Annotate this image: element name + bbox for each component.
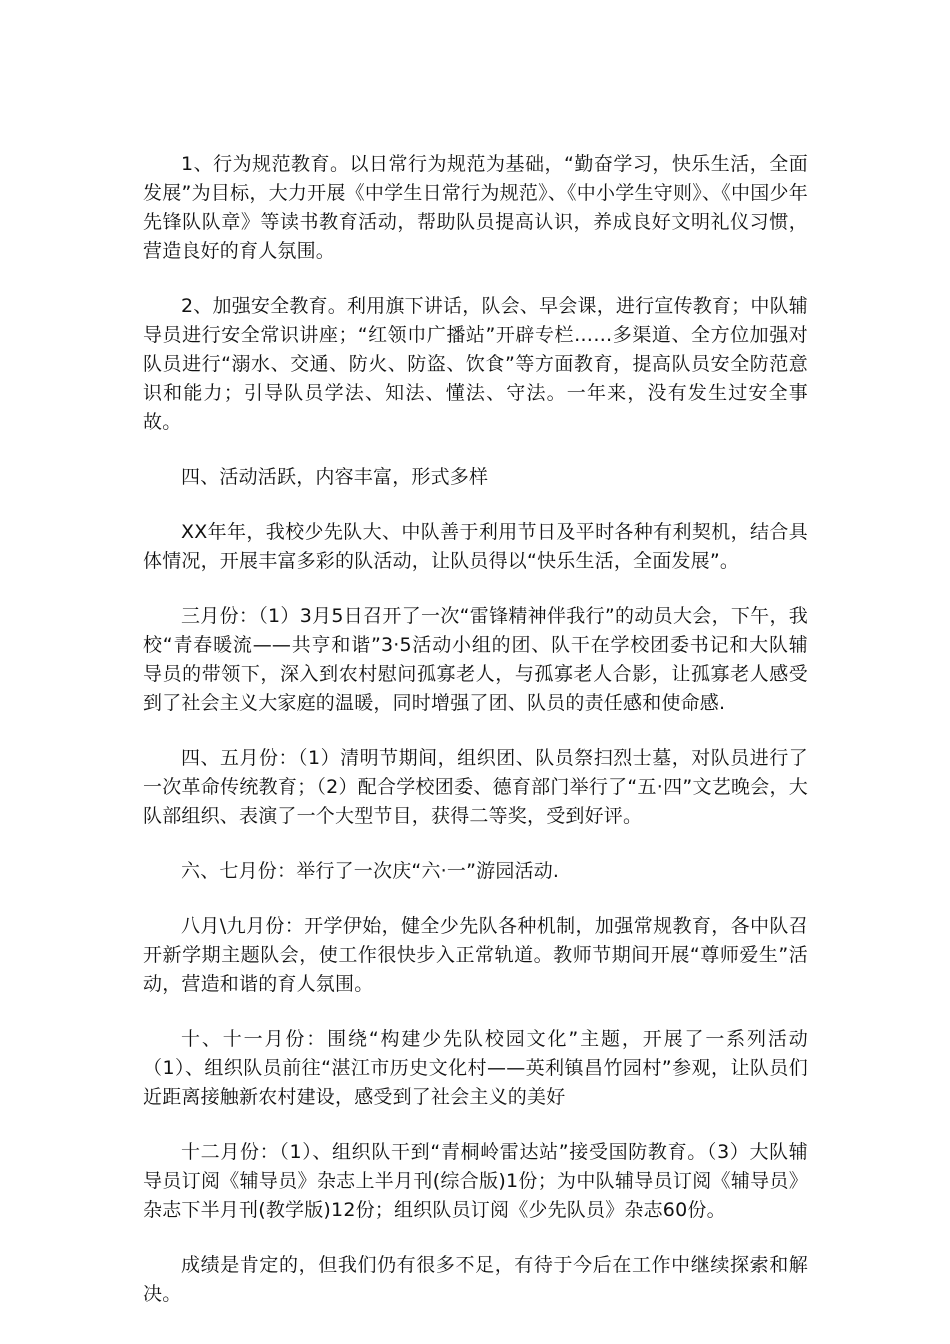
paragraph-behavior-education: 1、行为规范教育。以日常行为规范为基础，“勤奋学习，快乐生活，全面发展”为目标，大力开展《中学生日常行为规范》、《中小学生守则》、《中国少年先锋队队章》等读书教育活动，帮助队员提高认识，养成良好文明礼仪习惯，营造良好的育人氛围。 — [143, 153, 808, 262]
section-heading-activities: 四、活动活跃，内容丰富，形式多样 — [181, 466, 489, 488]
paragraph-activities-overview: XX年年，我校少先队大、中队善于利用节日及平时各种有利契机，结合具体情况，开展丰富多彩的队活动，让队员得以“快乐生活，全面发展”。 — [143, 521, 808, 572]
paragraph-august-september: 八月\九月份：开学伊始，健全少先队各种机制，加强常规教育，各中队召开新学期主题队会，使工作很快步入正常轨道。教师节期间开展“尊师爱生”活动，营造和谐的育人氛围。 — [143, 915, 808, 995]
document-body — [143, 150, 808, 1335]
paragraph-march: 三月份：（1）3月5日召开了一次“雷锋精神伴我行”的动员大会，下午，我校“青春暖流——共亨和谐”3·5活动小组的团、队干在学校团委书记和大队辅导员的带领下，深入到农村慰问孤寡老人，与孤寡老人合影，让孤寡老人感受到了社会主义大家庭的温暖，同时增强了团、队员的责任感和使命感. — [143, 605, 808, 714]
paragraph-june-july: 六、七月份：举行了一次庆“六·一”游园活动. — [181, 860, 560, 882]
paragraph-conclusion: 成绩是肯定的，但我们仍有很多不足，有待于今后在工作中继续探索和解决。 — [143, 1254, 808, 1305]
paragraph-december: 十二月份：（1）、组织队干到“青桐岭雷达站”接受国防教育。（3）大队辅导员订阅《辅导员》杂志上半月刊(综合版)1份；为中队辅导员订阅《辅导员》杂志下半月刊(教学版)12份；组织队员订阅《少先队员》杂志60份。 — [143, 1141, 808, 1221]
paragraph-safety-education: 2、加强安全教育。利用旗下讲话，队会、早会课，进行宣传教育；中队辅导员进行安全常识讲座；“红领巾广播站”开辟专栏……多渠道、全方位加强对队员进行“溺水、交通、防火、防盗、饮食”等方面教育，提高队员安全防范意识和能力；引导队员学法、知法、懂法、守法。一年来，没有发生过安全事故。 — [143, 295, 808, 433]
paragraph-april-may: 四、五月份：（1）清明节期间，组织团、队员祭扫烈士墓，对队员进行了一次革命传统教育；（2）配合学校团委、德育部门举行了“五·四”文艺晚会，大队部组织、表演了一个大型节目，获得二等奖，受到好评。 — [143, 747, 808, 827]
paragraph-october-november: 十、十一月份：围绕“构建少先队校园文化”主题，开展了一系列活动（1）、组织队员前往“湛江市历史文化村——英利镇昌竹园村”参观，让队员们近距离接触新农村建设，感受到了社会主义的美好 — [143, 1028, 808, 1108]
